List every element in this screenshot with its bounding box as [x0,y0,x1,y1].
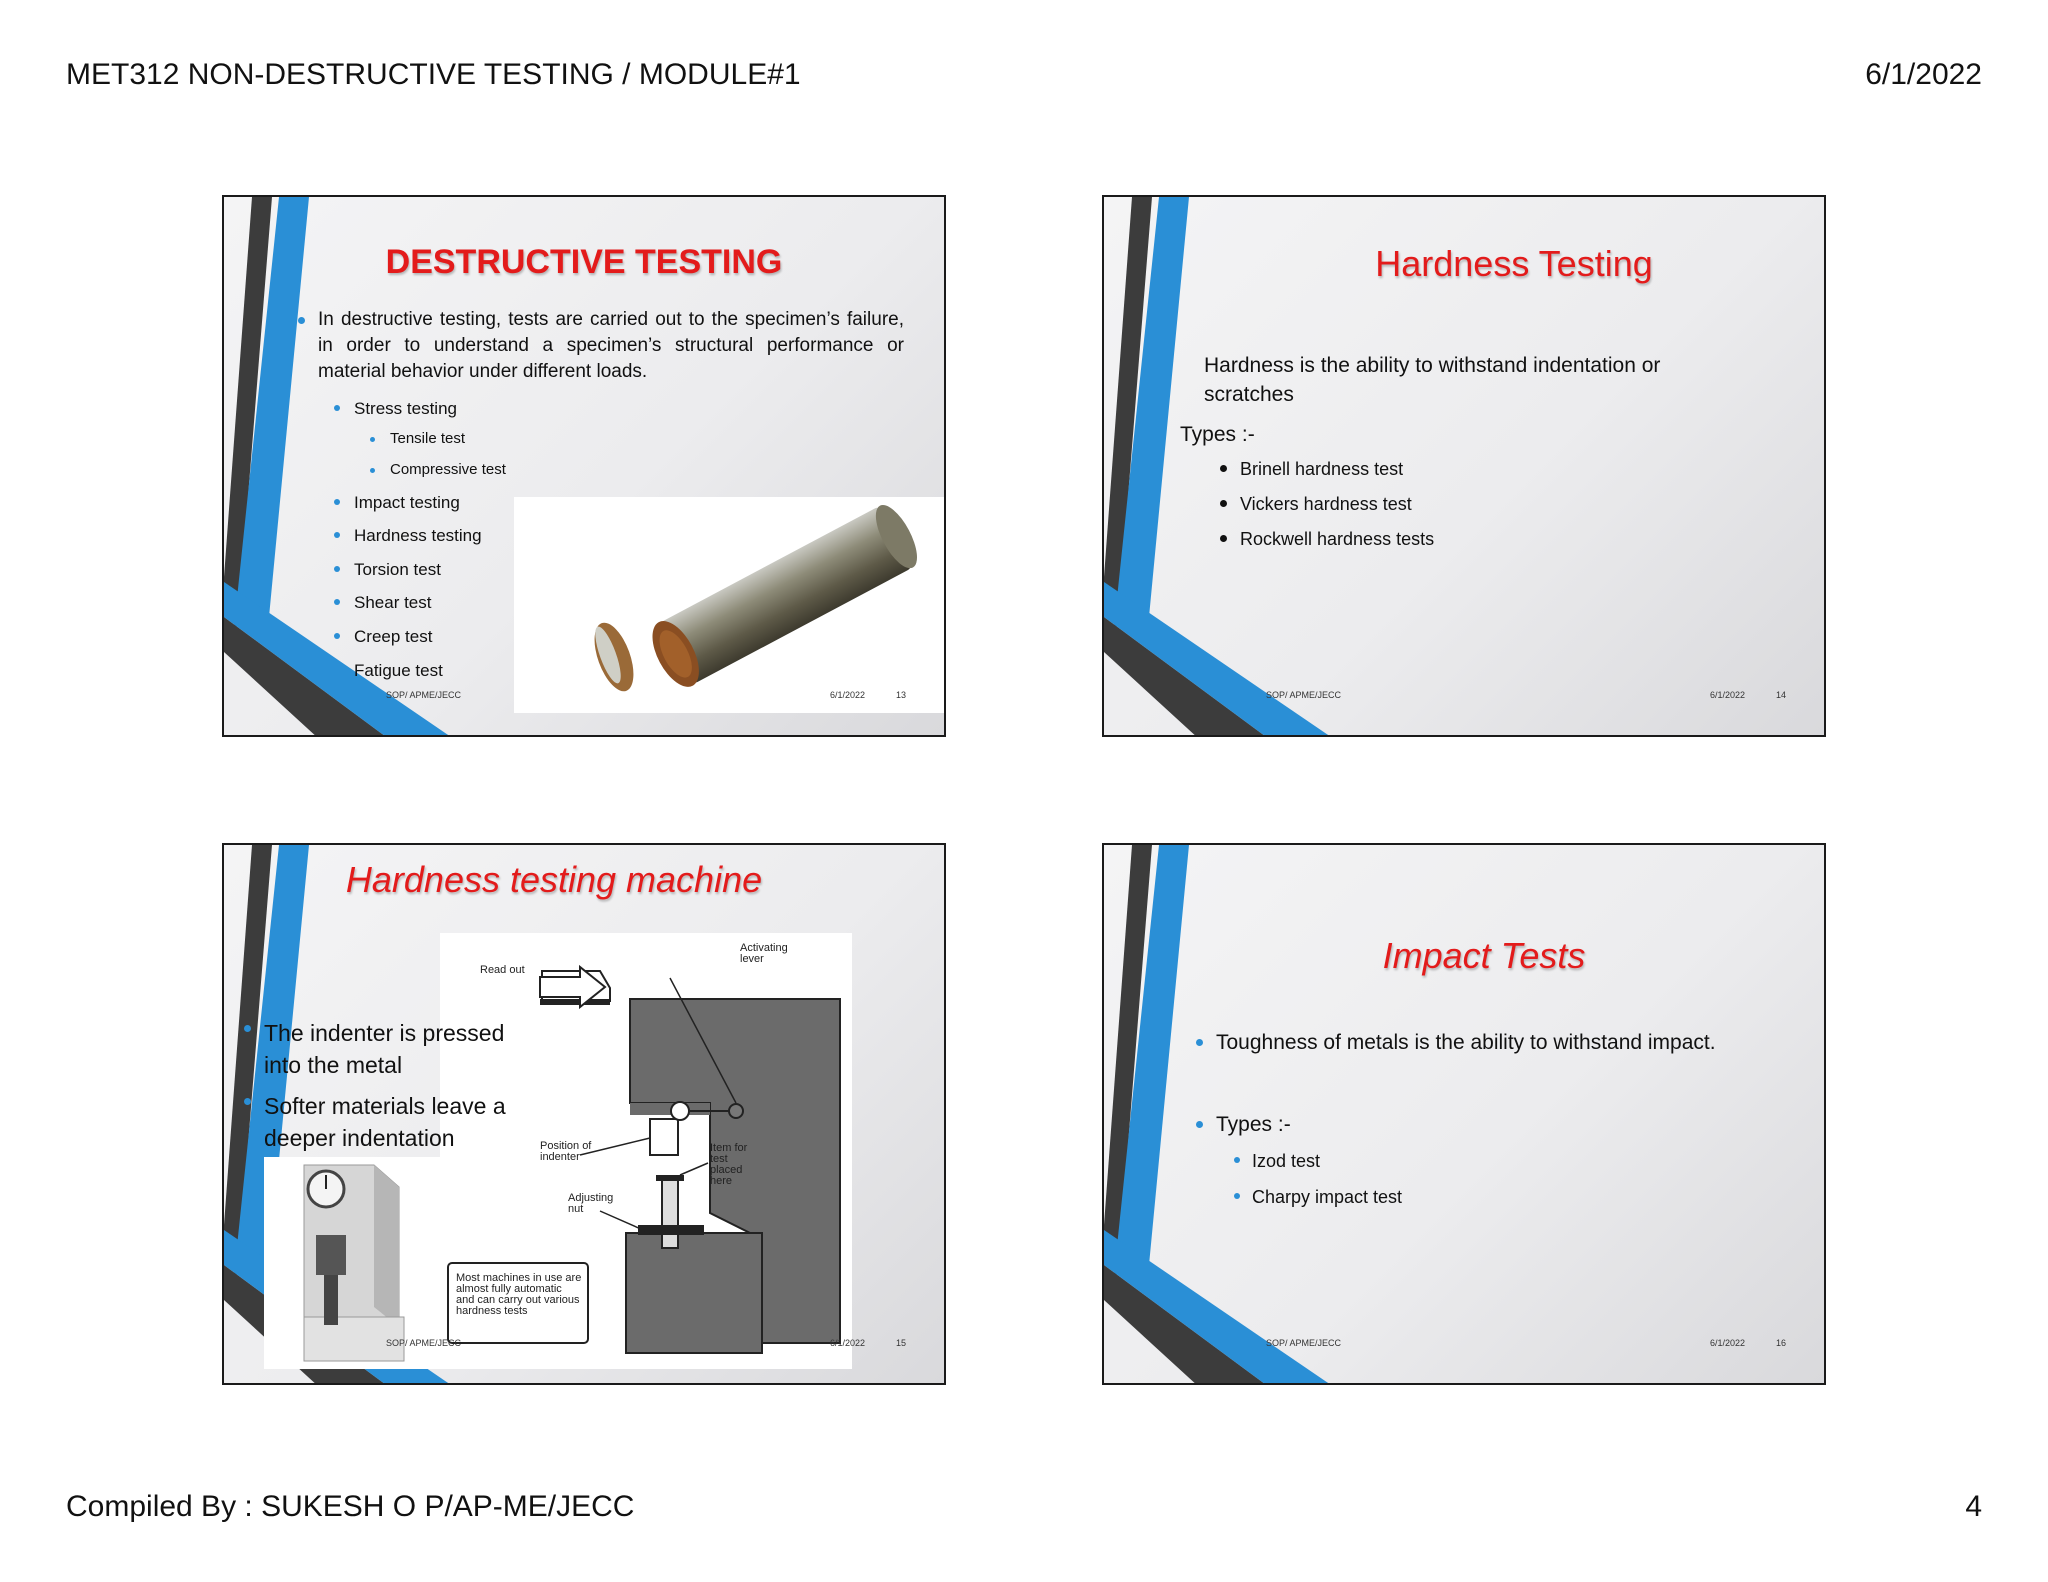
position-of-indenter-label: Position of indenter [540,1140,592,1163]
read-out-label: Read out [480,964,525,976]
slide-footer-author: SOP/ APME/JECC [1266,690,1342,700]
slide-title: DESTRUCTIVE TESTING [385,243,783,281]
bullet-dot [298,317,305,324]
type-item: Rockwell hardness tests [1240,529,1435,549]
bullet-dot [1196,1039,1203,1046]
bullet-dot [334,405,340,411]
machine-note: Most machines in use are almost fully automatic and can carry out various hardness tests [456,1272,582,1317]
bullet-dot [334,499,340,505]
bullet-dot [1196,1121,1203,1128]
slide-number: 14 [1776,690,1787,700]
types-label: Types :- [1180,423,1255,446]
slide-title: Hardness testing machine [345,859,763,900]
slide-impact-tests [1102,843,1826,1385]
slide-footer-author: SOP/ APME/JECC [386,690,462,700]
list-item: Creep test [354,627,433,646]
bullet-dot [334,599,340,605]
list-item: Hardness testing [354,526,482,545]
list-item: Tensile test [390,430,466,447]
broken-specimen-image [514,497,946,713]
bullet-dot [244,1025,251,1032]
machine-bullet-1: The indenter is pressed into the metal [264,1020,505,1078]
type-item: Vickers hardness test [1240,494,1412,514]
slide-hardness-machine [222,843,946,1385]
slide-footer-date: 6/1/2022 [830,1338,866,1348]
bullet-dot [244,1098,251,1105]
list-item: Impact testing [354,493,460,512]
bullet-dot [334,566,340,572]
bullet-dot [370,468,375,473]
list-item: Fatigue test [354,661,443,680]
item-placed-label: Item for test placed here [710,1142,748,1187]
list-item: Stress testing [354,399,457,418]
slide-footer-author: SOP/ APME/JECC [386,1338,462,1348]
slide-number: 16 [1776,1338,1787,1348]
slide-stripes [1104,845,1826,1385]
bullet-dot [370,437,375,442]
slide-title: Impact Tests [1382,935,1586,976]
list-item: Shear test [354,593,432,612]
list-item: Torsion test [354,560,441,579]
bullet-dot [1234,1193,1240,1199]
slide-hardness-testing [1102,195,1826,737]
slide-footer-author: SOP/ APME/JECC [1266,1338,1342,1348]
types-label: Types :- [1216,1113,1291,1136]
bullet-dot [1220,535,1227,542]
slide-destructive-testing [222,195,946,737]
hardness-definition: Hardness is the ability to withstand indentation or scratches [1204,354,1661,406]
slide-number: 15 [896,1338,907,1348]
list-item: Compressive test [390,461,506,478]
type-item: Izod test [1252,1151,1321,1171]
slide-footer-date: 6/1/2022 [1710,1338,1746,1348]
bullet-dot [334,667,340,673]
bullet-dot [334,633,340,639]
slide-footer-date: 6/1/2022 [830,690,866,700]
activating-lever-label: Activating lever [740,942,788,965]
document-date: 6/1/2022 [1865,58,1982,91]
document-title: MET312 NON-DESTRUCTIVE TESTING / MODULE#1 [66,58,801,91]
intro-text: In destructive testing, tests are carried out to the specimen’s failure, in order to understand a specimen’s structural performance or material behavior under different loads. [318,309,904,382]
adjusting-nut-label: Adjusting nut [568,1192,614,1215]
machine-bullet-2: Softer materials leave a deeper indentation [264,1093,506,1151]
slide-title: Hardness Testing [1375,243,1653,284]
page-number: 4 [1965,1490,1982,1523]
slide-number: 13 [896,690,907,700]
slide-footer-date: 6/1/2022 [1710,690,1746,700]
bullet-dot [1234,1157,1240,1163]
bullet-dot [1220,500,1227,507]
type-item: Brinell hardness test [1240,459,1404,479]
bullet-dot [334,532,340,538]
type-item: Charpy impact test [1252,1187,1403,1207]
compiled-by: Compiled By : SUKESH O P/AP-ME/JECC [66,1490,635,1523]
bullet-dot [1220,465,1227,472]
toughness-text: Toughness of metals is the ability to withstand impact. [1216,1031,1716,1054]
